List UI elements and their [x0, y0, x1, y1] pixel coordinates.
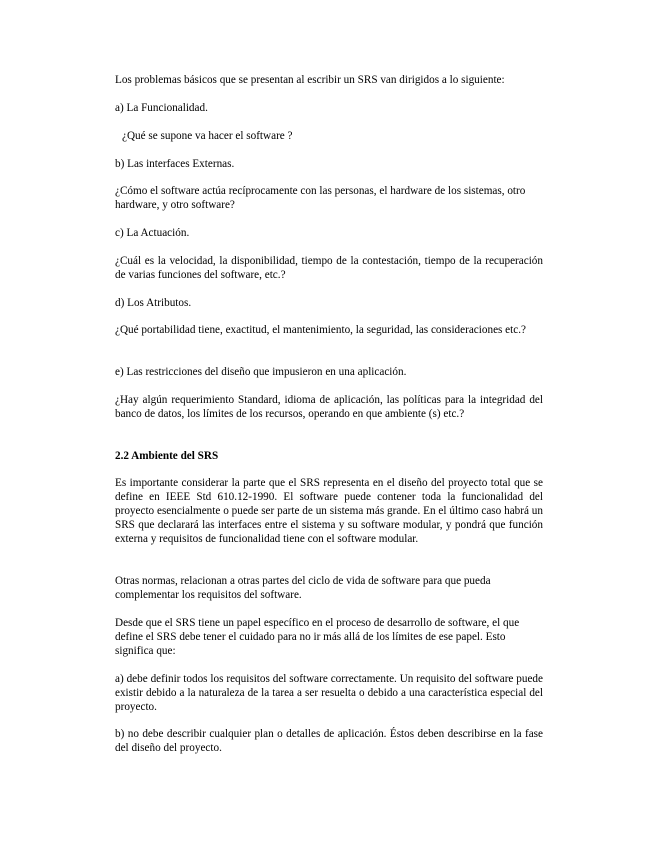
- paragraph-3: Desde que el SRS tiene un papel específico en el proceso de desarrollo de software, el que define el SRS debe tener el cuidado para no ir más allá de los límites de ese papel. Esto significa que:: [115, 617, 520, 657]
- point-b: b) no debe describir cualquier plan o detalles de aplicación. Éstos deben describirse en la fase del diseño del proyecto.: [115, 728, 543, 754]
- point-a: a) debe definir todos los requisitos del software correctamente. Un requisito del software puede existir debido a la naturaleza de la tarea a ser resuelta o debido a una característica especial del proyecto.: [115, 673, 543, 713]
- paragraph-2: Otras normas, relacionan a otras partes del ciclo de vida de software para que pueda complementar los requisitos del software.: [115, 575, 491, 601]
- item-d-heading: d) Los Atributos.: [115, 297, 192, 309]
- item-a-question: ¿Qué se supone va hacer el software ?: [122, 130, 293, 142]
- intro-text: Los problemas básicos que se presentan al escribir un SRS van dirigidos a lo siguiente:: [115, 74, 505, 86]
- item-b-heading: b) Las interfaces Externas.: [115, 158, 235, 170]
- section-title: 2.2 Ambiente del SRS: [115, 450, 219, 462]
- item-c-heading: c) La Actuación.: [115, 227, 190, 239]
- item-e-heading: e) Las restricciones del diseño que impusieron en una aplicación.: [115, 366, 407, 378]
- item-b-question: ¿Cómo el software actúa recíprocamente con las personas, el hardware de los sistemas, otro hardware, y otro software?: [115, 185, 526, 211]
- item-e-question: ¿Hay algún requerimiento Standard, idioma de aplicación, las políticas para la integridad del banco de datos, los límites de los recursos, operando en que ambiente (s) etc.?: [115, 394, 543, 420]
- paragraph-1: Es importante considerar la parte que el SRS representa en el diseño del proyecto total que se define en IEEE Std 610.12-1990. El software puede contener toda la funcionalidad del proyecto esencialmente o puede ser parte de un sistema más grande. En el último caso habrá un SRS que declarará las interfaces entre el sistema y su software modular, y pondrá que función externa y requisitos de funcionalidad tiene con el software modular.: [115, 477, 543, 545]
- item-c-question: ¿Cuál es la velocidad, la disponibilidad, tiempo de la contestación, tiempo de la recuperación de varias funciones del software, etc.?: [115, 255, 543, 281]
- item-a-heading: a) La Funcionalidad.: [115, 102, 208, 114]
- item-d-question: ¿Qué portabilidad tiene, exactitud, el mantenimiento, la seguridad, las consideraciones etc.?: [115, 324, 526, 336]
